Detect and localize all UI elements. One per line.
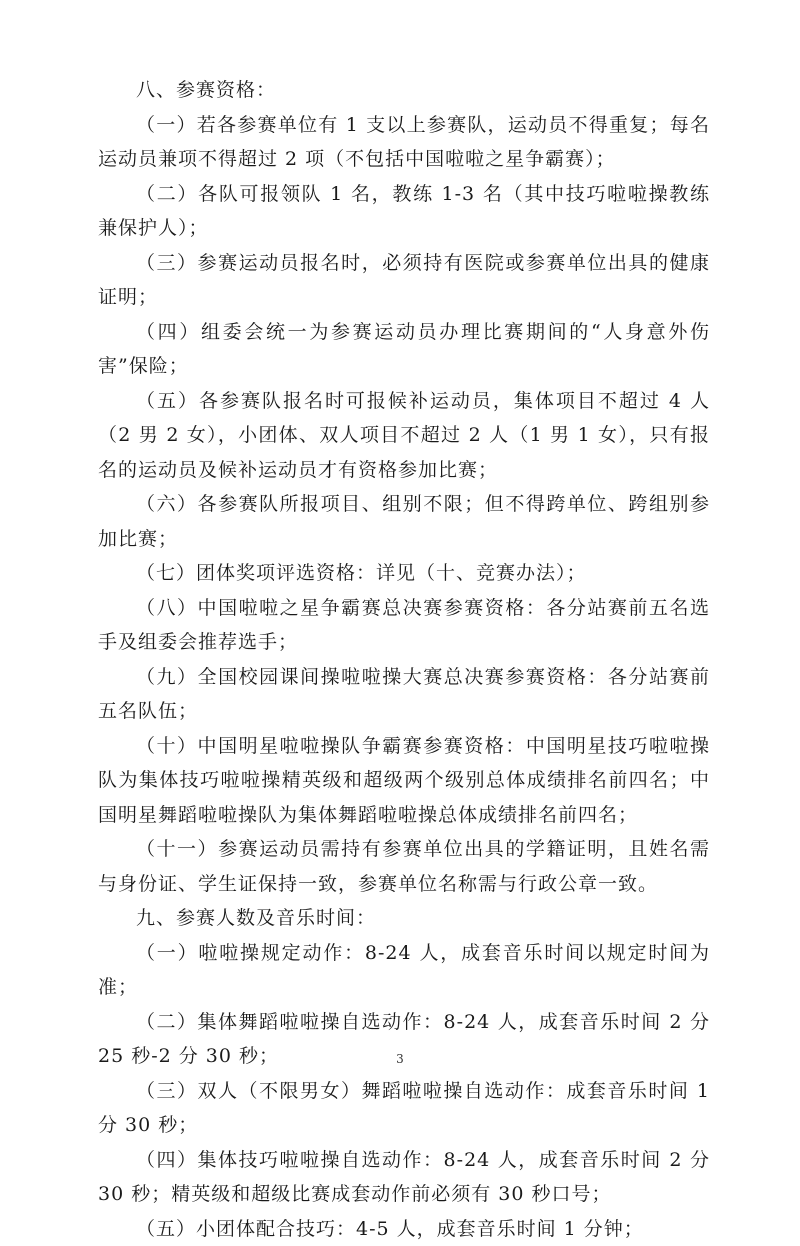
section-9-item-3: （三）双人（不限男女）舞蹈啦啦操自选动作：成套音乐时间 1 分 30 秒； (98, 1074, 710, 1143)
section-8-item-7: （七）团体奖项评选资格：详见（十、竞赛办法）； (98, 556, 710, 591)
section-8-item-3: （三）参赛运动员报名时，必须持有医院或参赛单位出具的健康证明； (98, 246, 710, 315)
document-body (98, 73, 710, 1246)
section-8-item-6: （六）各参赛队所报项目、组别不限；但不得跨单位、跨组别参加比赛； (98, 487, 710, 556)
section-9-item-1: （一）啦啦操规定动作：8-24 人，成套音乐时间以规定时间为准； (98, 936, 710, 1005)
section-8-item-11: （十一）参赛运动员需持有参赛单位出具的学籍证明，且姓名需与身份证、学生证保持一致，参赛单位名称需与行政公章一致。 (98, 832, 710, 901)
section-9-item-4: （四）集体技巧啦啦操自选动作：8-24 人，成套音乐时间 2 分 30 秒；精英级和超级比赛成套动作前必须有 30 秒口号； (98, 1143, 710, 1212)
section-8-item-9: （九）全国校园课间操啦啦操大赛总决赛参赛资格：各分站赛前五名队伍； (98, 660, 710, 729)
section-8-item-4: （四）组委会统一为参赛运动员办理比赛期间的“人身意外伤害”保险； (98, 315, 710, 384)
section-8-item-8: （八）中国啦啦之星争霸赛总决赛参赛资格：各分站赛前五名选手及组委会推荐选手； (98, 591, 710, 660)
section-8-item-2: （二）各队可报领队 1 名，教练 1-3 名（其中技巧啦啦操教练兼保护人）； (98, 177, 710, 246)
section-8-item-10: （十）中国明星啦啦操队争霸赛参赛资格：中国明星技巧啦啦操队为集体技巧啦啦操精英级和超级两个级别总体成绩排名前四名；中国明星舞蹈啦啦操队为集体舞蹈啦啦操总体成绩排名前四名； (98, 729, 710, 833)
section-9-heading: 九、参赛人数及音乐时间： (98, 901, 710, 936)
section-9-item-2: （二）集体舞蹈啦啦操自选动作：8-24 人，成套音乐时间 2 分 25 秒-2 分 30 秒； (98, 1005, 710, 1074)
section-8-heading: 八、参赛资格： (98, 73, 710, 108)
page-number: 3 (0, 1052, 800, 1066)
section-8-item-5: （五）各参赛队报名时可报候补运动员，集体项目不超过 4 人（2 男 2 女），小团体、双人项目不超过 2 人（1 男 1 女），只有报名的运动员及候补运动员才有资格参加比赛； (98, 384, 710, 488)
section-9-item-5: （五）小团体配合技巧：4-5 人，成套音乐时间 1 分钟； (98, 1212, 710, 1246)
section-8-item-1: （一）若各参赛单位有 1 支以上参赛队，运动员不得重复；每名运动员兼项不得超过 2 项（不包括中国啦啦之星争霸赛）； (98, 108, 710, 177)
